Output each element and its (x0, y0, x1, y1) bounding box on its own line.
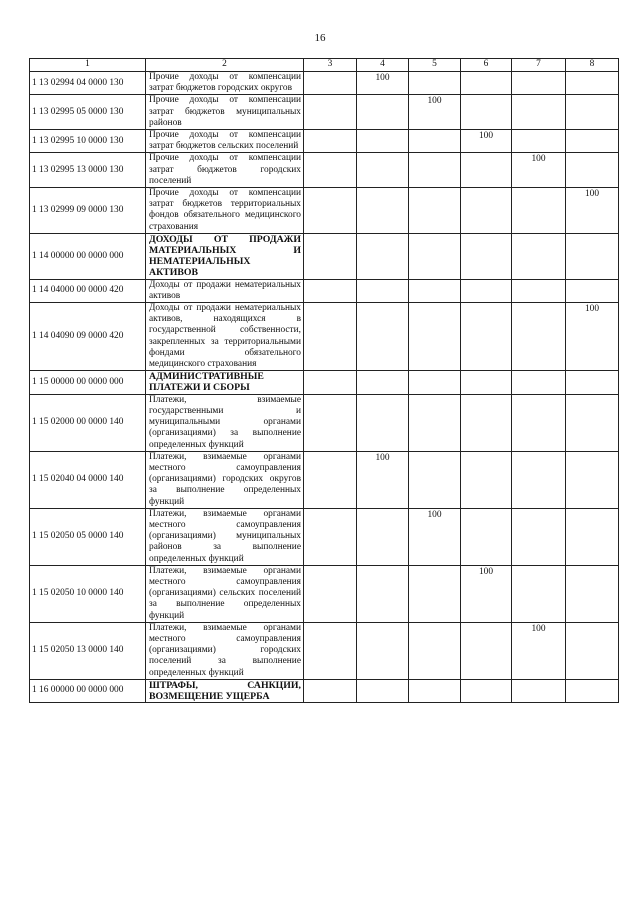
column-header: 1 (30, 59, 146, 72)
table-row (30, 679, 619, 702)
revenue-name-cell: Доходы от продажи нематериальных активов, находящихся в государственной собственности, закрепленных за территориальными фондами обязательного медицинского страхования (146, 303, 304, 371)
table-row (30, 153, 619, 188)
share-percent-cell (461, 279, 512, 302)
table-row (30, 279, 619, 302)
table-row (30, 451, 619, 508)
revenue-name-cell: Прочие доходы от компенсации затрат бюджетов городских поселений (146, 153, 304, 188)
share-percent-cell (357, 130, 409, 153)
share-percent-cell (409, 371, 461, 394)
share-percent-cell (566, 153, 619, 188)
share-percent-cell (357, 508, 409, 565)
budget-classification-table (29, 58, 619, 703)
column-header: 8 (566, 59, 619, 72)
revenue-name-cell: Платежи, взимаемые органами местного самоуправления (организациями) городских поселений за выполнение определенных функций (146, 622, 304, 679)
share-percent-cell: 100 (566, 303, 619, 371)
table-row (30, 130, 619, 153)
header-row (30, 59, 619, 72)
budget-code-cell: 1 13 02999 09 0000 130 (30, 188, 146, 234)
share-percent-cell (304, 303, 357, 371)
share-percent-cell (512, 679, 566, 702)
share-percent-cell (304, 188, 357, 234)
budget-code-cell: 1 16 00000 00 0000 000 (30, 679, 146, 702)
share-percent-cell: 100 (512, 153, 566, 188)
budget-code-cell: 1 15 02040 04 0000 140 (30, 451, 146, 508)
share-percent-cell (461, 394, 512, 451)
share-percent-cell (512, 451, 566, 508)
share-percent-cell (357, 153, 409, 188)
share-percent-cell (357, 188, 409, 234)
share-percent-cell (409, 394, 461, 451)
budget-code-cell: 1 15 02050 13 0000 140 (30, 622, 146, 679)
share-percent-cell (512, 233, 566, 279)
share-percent-cell: 100 (461, 565, 512, 622)
share-percent-cell (357, 95, 409, 130)
column-header: 2 (146, 59, 304, 72)
share-percent-cell (357, 394, 409, 451)
budget-code-cell: 1 15 02050 05 0000 140 (30, 508, 146, 565)
share-percent-cell (304, 72, 357, 95)
column-header: 4 (357, 59, 409, 72)
budget-code-cell: 1 13 02995 13 0000 130 (30, 153, 146, 188)
share-percent-cell (409, 233, 461, 279)
table-row (30, 95, 619, 130)
share-percent-cell (304, 394, 357, 451)
budget-code-cell: 1 13 02994 04 0000 130 (30, 72, 146, 95)
column-header: 7 (512, 59, 566, 72)
share-percent-cell (304, 233, 357, 279)
share-percent-cell (566, 565, 619, 622)
share-percent-cell (409, 622, 461, 679)
table-row (30, 565, 619, 622)
share-percent-cell (512, 303, 566, 371)
share-percent-cell (461, 303, 512, 371)
share-percent-cell (357, 622, 409, 679)
table-row (30, 72, 619, 95)
revenue-name-cell: Прочие доходы от компенсации затрат бюджетов территориальных фондов обязательного медицинского страхования (146, 188, 304, 234)
share-percent-cell (409, 565, 461, 622)
page-number: 16 (314, 32, 326, 44)
share-percent-cell (304, 565, 357, 622)
share-percent-cell (304, 679, 357, 702)
share-percent-cell (512, 394, 566, 451)
share-percent-cell (357, 371, 409, 394)
share-percent-cell (566, 508, 619, 565)
share-percent-cell (512, 508, 566, 565)
share-percent-cell (566, 371, 619, 394)
revenue-name-cell: АДМИНИСТРАТИВНЫЕ ПЛАТЕЖИ И СБОРЫ (146, 371, 304, 394)
column-header: 3 (304, 59, 357, 72)
share-percent-cell: 100 (512, 622, 566, 679)
table-header (30, 59, 619, 72)
share-percent-cell: 100 (357, 451, 409, 508)
share-percent-cell (512, 130, 566, 153)
share-percent-cell (512, 565, 566, 622)
table-row (30, 394, 619, 451)
table-row (30, 371, 619, 394)
share-percent-cell (304, 622, 357, 679)
share-percent-cell (357, 279, 409, 302)
share-percent-cell (409, 153, 461, 188)
share-percent-cell (357, 565, 409, 622)
share-percent-cell (304, 279, 357, 302)
share-percent-cell: 100 (409, 95, 461, 130)
budget-code-cell: 1 15 02000 00 0000 140 (30, 394, 146, 451)
share-percent-cell (566, 72, 619, 95)
share-percent-cell (357, 679, 409, 702)
share-percent-cell (461, 508, 512, 565)
revenue-name-cell: Прочие доходы от компенсации затрат бюджетов муниципальных районов (146, 95, 304, 130)
table-row (30, 233, 619, 279)
budget-code-cell: 1 14 04090 09 0000 420 (30, 303, 146, 371)
budget-code-cell: 1 15 02050 10 0000 140 (30, 565, 146, 622)
revenue-name-cell: Платежи, взимаемые государственными и муниципальными органами (организациями) за выполнение определенных функций (146, 394, 304, 451)
share-percent-cell (461, 153, 512, 188)
budget-code-cell: 1 14 04000 00 0000 420 (30, 279, 146, 302)
budget-code-cell: 1 13 02995 05 0000 130 (30, 95, 146, 130)
share-percent-cell (461, 622, 512, 679)
revenue-name-cell: ДОХОДЫ ОТ ПРОДАЖИ МАТЕРИАЛЬНЫХ И НЕМАТЕРИАЛЬНЫХ АКТИВОВ (146, 233, 304, 279)
share-percent-cell (512, 95, 566, 130)
budget-code-cell: 1 15 00000 00 0000 000 (30, 371, 146, 394)
table-row (30, 303, 619, 371)
revenue-name-cell: Платежи, взимаемые органами местного самоуправления (организациями) сельских поселений за выполнение определенных функций (146, 565, 304, 622)
share-percent-cell (461, 188, 512, 234)
share-percent-cell (409, 279, 461, 302)
table-row (30, 622, 619, 679)
share-percent-cell (304, 153, 357, 188)
share-percent-cell (461, 451, 512, 508)
share-percent-cell (461, 72, 512, 95)
share-percent-cell (512, 279, 566, 302)
share-percent-cell (566, 130, 619, 153)
share-percent-cell (512, 371, 566, 394)
share-percent-cell (461, 371, 512, 394)
share-percent-cell (512, 188, 566, 234)
share-percent-cell (512, 72, 566, 95)
share-percent-cell (409, 451, 461, 508)
share-percent-cell: 100 (461, 130, 512, 153)
column-header: 5 (409, 59, 461, 72)
table-row (30, 508, 619, 565)
column-header: 6 (461, 59, 512, 72)
share-percent-cell: 100 (566, 188, 619, 234)
share-percent-cell (461, 95, 512, 130)
table-body (30, 72, 619, 703)
budget-code-cell: 1 14 00000 00 0000 000 (30, 233, 146, 279)
share-percent-cell (304, 451, 357, 508)
share-percent-cell (409, 188, 461, 234)
share-percent-cell (304, 508, 357, 565)
share-percent-cell (304, 130, 357, 153)
budget-code-cell: 1 13 02995 10 0000 130 (30, 130, 146, 153)
share-percent-cell (566, 95, 619, 130)
revenue-name-cell: Прочие доходы от компенсации затрат бюджетов городских округов (146, 72, 304, 95)
share-percent-cell (409, 679, 461, 702)
share-percent-cell (357, 233, 409, 279)
share-percent-cell (409, 72, 461, 95)
share-percent-cell (566, 233, 619, 279)
share-percent-cell (566, 394, 619, 451)
share-percent-cell (304, 371, 357, 394)
revenue-name-cell: Прочие доходы от компенсации затрат бюджетов сельских поселений (146, 130, 304, 153)
revenue-name-cell: ШТРАФЫ, САНКЦИИ, ВОЗМЕЩЕНИЕ УЩЕРБА (146, 679, 304, 702)
revenue-name-cell: Платежи, взимаемые органами местного самоуправления (организациями) муниципальных районов за выполнение определенных функций (146, 508, 304, 565)
share-percent-cell (566, 279, 619, 302)
share-percent-cell (304, 95, 357, 130)
table-row (30, 188, 619, 234)
share-percent-cell (409, 130, 461, 153)
share-percent-cell (461, 679, 512, 702)
share-percent-cell: 100 (357, 72, 409, 95)
share-percent-cell (566, 451, 619, 508)
share-percent-cell (566, 622, 619, 679)
revenue-name-cell: Доходы от продажи нематериальных активов (146, 279, 304, 302)
revenue-name-cell: Платежи, взимаемые органами местного самоуправления (организациями) городских округов за выполнение определенных функций (146, 451, 304, 508)
share-percent-cell (461, 233, 512, 279)
share-percent-cell (566, 679, 619, 702)
share-percent-cell (357, 303, 409, 371)
share-percent-cell: 100 (409, 508, 461, 565)
share-percent-cell (409, 303, 461, 371)
